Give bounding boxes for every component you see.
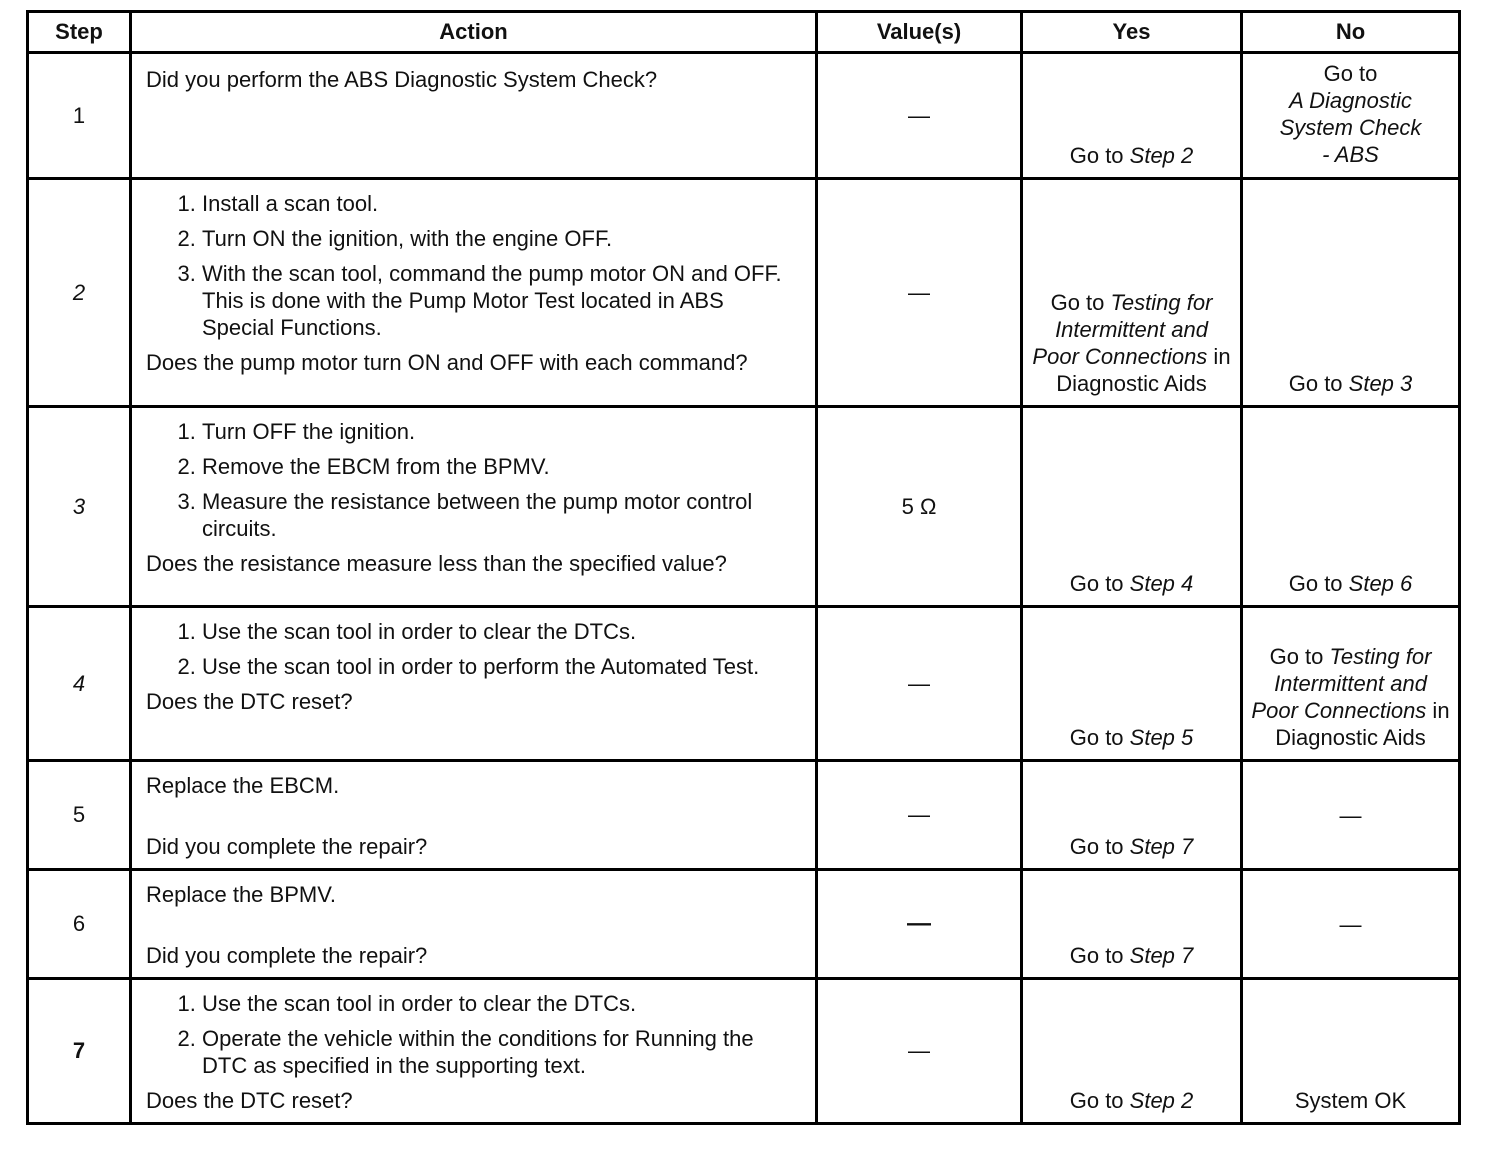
header-action: Action bbox=[131, 12, 817, 53]
action-cell bbox=[131, 761, 817, 870]
step-number: 5 bbox=[28, 761, 131, 870]
header-no: No bbox=[1242, 12, 1460, 53]
no-link-step[interactable]: Step 3 bbox=[1348, 371, 1413, 396]
no-suffix: in Diagnostic Aids bbox=[1275, 698, 1450, 750]
no-cell bbox=[1242, 979, 1460, 1124]
table-row bbox=[28, 870, 1460, 979]
step-number: 1 bbox=[28, 53, 131, 179]
yes-cell bbox=[1022, 870, 1242, 979]
action-item: 3. With the scan tool, command the pump motor ON and OFF. This is done with the Pump Motor Test located in ABS Special Functions. bbox=[202, 260, 801, 341]
yes-prefix: Go to bbox=[1069, 571, 1130, 596]
yes-cell bbox=[1022, 979, 1242, 1124]
action-question: Does the resistance measure less than the specified value? bbox=[146, 551, 727, 576]
yes-cell bbox=[1022, 179, 1242, 407]
step-number: 7 bbox=[28, 979, 131, 1124]
value-cell: — bbox=[817, 607, 1022, 761]
action-lead: Replace the BPMV. bbox=[146, 882, 336, 907]
action-cell bbox=[131, 53, 817, 179]
action-lead: Replace the EBCM. bbox=[146, 773, 340, 798]
action-question: Does the DTC reset? bbox=[146, 689, 353, 714]
no-dash: — bbox=[1339, 911, 1362, 937]
no-cell bbox=[1242, 407, 1460, 607]
no-link-testing-intermittent[interactable]: Testing for Intermittent and Poor Connections bbox=[1251, 644, 1432, 723]
yes-link-step[interactable]: Step 7 bbox=[1129, 943, 1194, 968]
yes-link-step[interactable]: Step 4 bbox=[1129, 571, 1194, 596]
no-cell bbox=[1242, 53, 1460, 179]
value-cell: — bbox=[817, 179, 1022, 407]
table-row bbox=[28, 179, 1460, 407]
step-number: 2 bbox=[28, 179, 131, 407]
table-row bbox=[28, 761, 1460, 870]
header-yes: Yes bbox=[1022, 12, 1242, 53]
step-number: 6 bbox=[28, 870, 131, 979]
no-result: System OK bbox=[1294, 1088, 1407, 1113]
no-cell bbox=[1242, 870, 1460, 979]
action-list bbox=[146, 418, 801, 542]
step-number: 4 bbox=[28, 607, 131, 761]
yes-prefix: Go to bbox=[1069, 943, 1130, 968]
value-cell: — bbox=[817, 870, 1022, 979]
yes-prefix: Go to bbox=[1069, 143, 1130, 168]
action-list bbox=[146, 618, 801, 680]
table-row bbox=[28, 53, 1460, 179]
action-question: Does the DTC reset? bbox=[146, 1088, 353, 1113]
no-dash: — bbox=[1339, 802, 1362, 828]
value-cell: — bbox=[817, 979, 1022, 1124]
action-item: 2. Turn ON the ignition, with the engine OFF. bbox=[202, 225, 801, 252]
action-item: 2. Use the scan tool in order to perform the Automated Test. bbox=[202, 653, 801, 680]
action-cell bbox=[131, 870, 817, 979]
yes-cell bbox=[1022, 53, 1242, 179]
diagnostic-table-container bbox=[26, 10, 1458, 1125]
action-question: Did you complete the repair? bbox=[146, 834, 428, 859]
action-item: 2. Operate the vehicle within the conditions for Running the DTC as specified in the supporting text. bbox=[202, 1025, 801, 1079]
table-header-row bbox=[28, 12, 1460, 53]
no-prefix: Go to bbox=[1288, 571, 1349, 596]
no-prefix: Go to bbox=[1323, 61, 1378, 86]
diagnostic-table bbox=[26, 10, 1461, 1125]
header-step: Step bbox=[28, 12, 131, 53]
no-prefix: Go to bbox=[1269, 644, 1330, 669]
yes-prefix: Go to bbox=[1069, 834, 1130, 859]
yes-prefix: Go to bbox=[1069, 1088, 1130, 1113]
no-link-step[interactable]: Step 6 bbox=[1348, 571, 1413, 596]
action-item: 1. Turn OFF the ignition. bbox=[202, 418, 801, 445]
value-cell: — bbox=[817, 761, 1022, 870]
table-row bbox=[28, 407, 1460, 607]
action-list bbox=[146, 990, 801, 1079]
table-row bbox=[28, 607, 1460, 761]
header-values: Value(s) bbox=[817, 12, 1022, 53]
action-item: 3. Measure the resistance between the pump motor control circuits. bbox=[202, 488, 801, 542]
yes-link-testing-intermittent[interactable]: Testing for Intermittent and Poor Connections bbox=[1032, 290, 1213, 369]
yes-link-step[interactable]: Step 5 bbox=[1129, 725, 1194, 750]
action-cell bbox=[131, 979, 817, 1124]
action-item: 1. Install a scan tool. bbox=[202, 190, 801, 217]
action-question: Did you complete the repair? bbox=[146, 943, 428, 968]
yes-link-step[interactable]: Step 2 bbox=[1129, 1088, 1194, 1113]
step-number: 3 bbox=[28, 407, 131, 607]
yes-link-step[interactable]: Step 7 bbox=[1129, 834, 1194, 859]
no-cell bbox=[1242, 607, 1460, 761]
yes-link-step[interactable]: Step 2 bbox=[1129, 143, 1194, 168]
yes-cell bbox=[1022, 761, 1242, 870]
value-cell: — bbox=[817, 53, 1022, 179]
action-cell bbox=[131, 407, 817, 607]
value-cell: 5 Ω bbox=[817, 407, 1022, 607]
action-item: 1. Use the scan tool in order to clear the DTCs. bbox=[202, 618, 801, 645]
action-question: Did you perform the ABS Diagnostic System Check? bbox=[146, 67, 658, 92]
action-cell bbox=[131, 179, 817, 407]
no-cell bbox=[1242, 761, 1460, 870]
yes-cell bbox=[1022, 607, 1242, 761]
action-cell bbox=[131, 607, 817, 761]
no-link-diagnostic-check[interactable]: A Diagnostic System Check - ABS bbox=[1279, 88, 1422, 167]
action-question: Does the pump motor turn ON and OFF with each command? bbox=[146, 350, 748, 375]
action-item: 1. Use the scan tool in order to clear the DTCs. bbox=[202, 990, 801, 1017]
no-prefix: Go to bbox=[1288, 371, 1349, 396]
table-row bbox=[28, 979, 1460, 1124]
yes-prefix: Go to bbox=[1050, 290, 1111, 315]
yes-prefix: Go to bbox=[1069, 725, 1130, 750]
action-item: 2. Remove the EBCM from the BPMV. bbox=[202, 453, 801, 480]
action-list bbox=[146, 190, 801, 341]
yes-suffix: in Diagnostic Aids bbox=[1056, 344, 1231, 396]
yes-cell bbox=[1022, 407, 1242, 607]
no-cell bbox=[1242, 179, 1460, 407]
